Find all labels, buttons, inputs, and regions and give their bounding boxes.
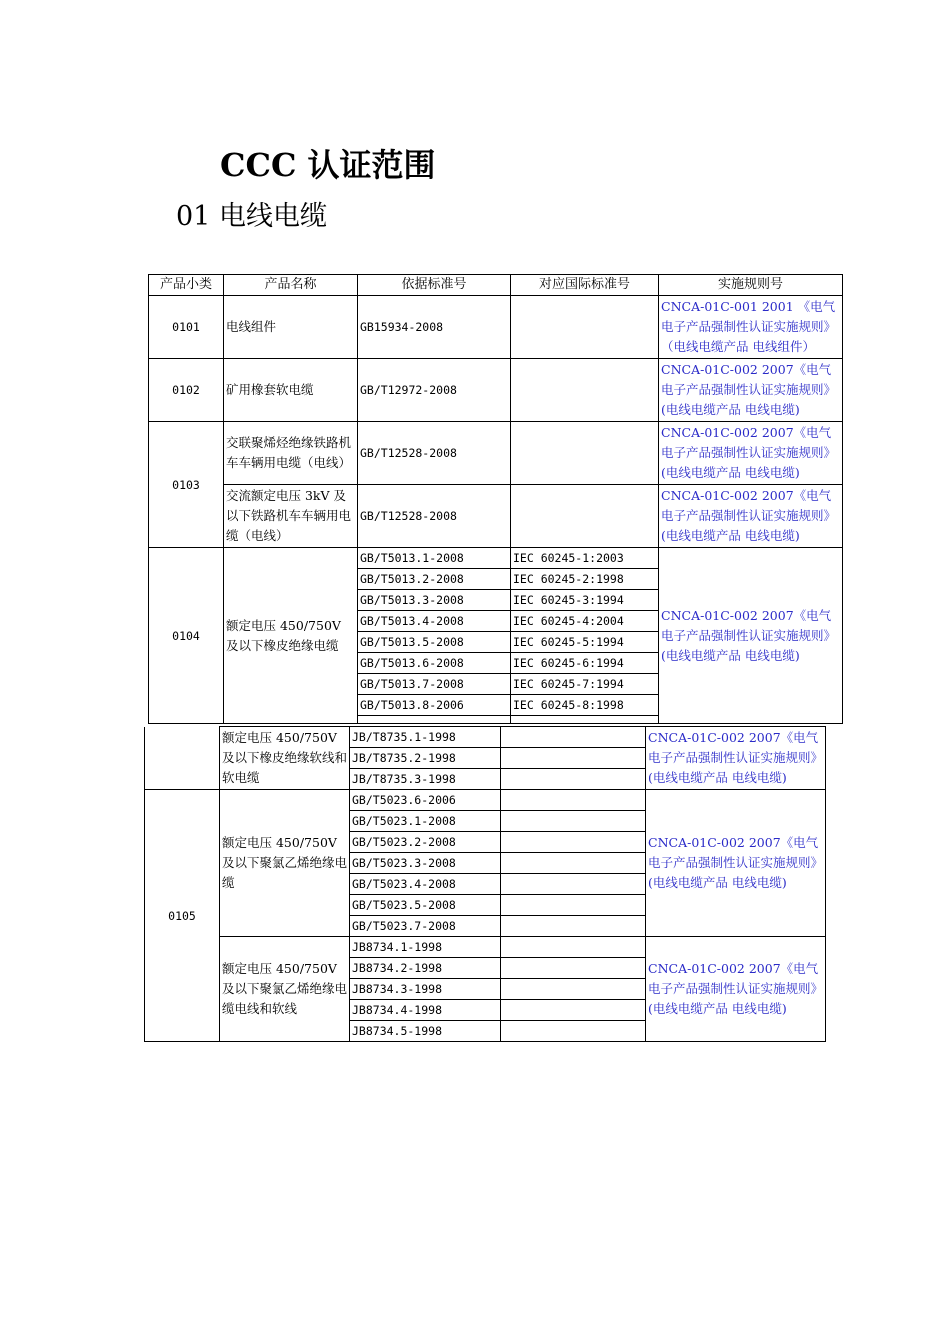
standard-number: GB/T5013.4-2008 [358, 611, 511, 632]
intl-standard-number: IEC 60245-1:2003 [511, 548, 659, 569]
intl-standard-number [501, 748, 646, 769]
standard-number: GB/T12528-2008 [358, 422, 511, 485]
header-subcategory: 产品小类 [149, 275, 224, 296]
standard-number: JB8734.1-1998 [350, 937, 501, 958]
standard-number: GB/T5023.3-2008 [350, 853, 501, 874]
intl-standard-number [501, 790, 646, 811]
table-row [149, 359, 843, 422]
product-name: 额定电压 450/750V 及以下聚氯乙烯绝缘电缆 [220, 790, 350, 937]
intl-standard-number [501, 769, 646, 790]
intl-standard-number: IEC 60245-2:1998 [511, 569, 659, 590]
product-name: 交联聚烯烃绝缘铁路机车车辆用电缆（电线） [224, 422, 358, 485]
intl-standard-number [501, 1000, 646, 1021]
standard-number: GB/T5013.5-2008 [358, 632, 511, 653]
intl-standard-number: IEC 60245-3:1994 [511, 590, 659, 611]
rule-link[interactable]: CNCA-01C-001 2001 《电气电子产品强制性认证实施规则》（电线电缆产品 电线组件） [659, 296, 843, 359]
table-row [149, 296, 843, 359]
intl-standard-number [501, 874, 646, 895]
table-row [149, 548, 843, 569]
certification-table-part-2 [144, 726, 826, 1042]
intl-standard-number [501, 811, 646, 832]
intl-standard-number [511, 422, 659, 485]
standard-number: GB/T12972-2008 [358, 359, 511, 422]
rule-link[interactable]: CNCA-01C-002 2007《电气电子产品强制性认证实施规则》(电线电缆产品 电线电缆) [646, 727, 826, 790]
header-intl-standard: 对应国际标准号 [511, 275, 659, 296]
standard-number: GB/T5023.4-2008 [350, 874, 501, 895]
certification-table-part-1 [148, 274, 843, 724]
standard-number: JB/T8735.3-1998 [350, 769, 501, 790]
intl-standard-number [511, 359, 659, 422]
intl-standard-number [501, 958, 646, 979]
standard-number: JB8734.2-1998 [350, 958, 501, 979]
standard-number: GB/T5013.6-2008 [358, 653, 511, 674]
standard-number: GB/T5013.1-2008 [358, 548, 511, 569]
table-row [149, 485, 843, 548]
standard-number: GB/T5023.1-2008 [350, 811, 501, 832]
standard-number: GB/T5013.7-2008 [358, 674, 511, 695]
standard-number: JB8734.4-1998 [350, 1000, 501, 1021]
intl-standard-number: IEC 60245-8:1998 [511, 695, 659, 716]
rule-link[interactable]: CNCA-01C-002 2007《电气电子产品强制性认证实施规则》(电线电缆产品 电线电缆) [646, 937, 826, 1042]
standard-number: GB/T5013.8-2006 [358, 695, 511, 716]
table-row [149, 422, 843, 485]
intl-standard-number [501, 916, 646, 937]
intl-standard-number [511, 485, 659, 548]
subcategory-code: 0105 [145, 790, 220, 1042]
standard-number-cut [358, 716, 511, 724]
intl-standard-number [501, 1021, 646, 1042]
product-name: 交流额定电压 3kV 及以下铁路机车车辆用电缆（电线） [224, 485, 358, 548]
rule-link[interactable]: CNCA-01C-002 2007《电气电子产品强制性认证实施规则》(电线电缆产品 电线电缆) [659, 485, 843, 548]
header-standard: 依据标准号 [358, 275, 511, 296]
subcategory-code: 0101 [149, 296, 224, 359]
header-product-name: 产品名称 [224, 275, 358, 296]
standard-number: GB/T5023.6-2006 [350, 790, 501, 811]
intl-standard-number [501, 832, 646, 853]
standard-number: GB/T5023.2-2008 [350, 832, 501, 853]
section-title: 01 电线电缆 [176, 201, 327, 232]
table-row [145, 727, 826, 748]
standard-number: GB/T12528-2008 [358, 485, 511, 548]
table-row [145, 790, 826, 811]
product-name: 电线组件 [224, 296, 358, 359]
standard-number: JB8734.3-1998 [350, 979, 501, 1000]
standard-number: GB/T5023.7-2008 [350, 916, 501, 937]
intl-standard-number [501, 727, 646, 748]
standard-number: JB8734.5-1998 [350, 1021, 501, 1042]
standard-number: JB/T8735.1-1998 [350, 727, 501, 748]
subcategory-continued [145, 727, 220, 790]
page-title: CCC 认证范围 [220, 146, 436, 184]
product-name: 额定电压 450/750V 及以下橡皮绝缘电缆 [224, 548, 358, 724]
header-rule: 实施规则号 [659, 275, 843, 296]
rule-link[interactable]: CNCA-01C-002 2007《电气电子产品强制性认证实施规则》(电线电缆产品 电线电缆) [659, 359, 843, 422]
subcategory-code: 0104 [149, 548, 224, 724]
standard-number: GB/T5013.3-2008 [358, 590, 511, 611]
subcategory-code: 0103 [149, 422, 224, 548]
subcategory-code: 0102 [149, 359, 224, 422]
rule-link[interactable]: CNCA-01C-002 2007《电气电子产品强制性认证实施规则》(电线电缆产品 电线电缆) [659, 548, 843, 724]
product-name: 额定电压 450/750V 及以下聚氯乙烯绝缘电缆电线和软线 [220, 937, 350, 1042]
intl-standard-number-cut [511, 716, 659, 724]
intl-standard-number [501, 853, 646, 874]
standard-number: GB/T5023.5-2008 [350, 895, 501, 916]
table-header-row [149, 275, 843, 296]
rule-link[interactable]: CNCA-01C-002 2007《电气电子产品强制性认证实施规则》(电线电缆产品 电线电缆) [646, 790, 826, 937]
product-name: 额定电压 450/750V 及以下橡皮绝缘软线和软电缆 [220, 727, 350, 790]
standard-number: GB/T5013.2-2008 [358, 569, 511, 590]
table-row [145, 937, 826, 958]
intl-standard-number: IEC 60245-4:2004 [511, 611, 659, 632]
rule-link[interactable]: CNCA-01C-002 2007《电气电子产品强制性认证实施规则》(电线电缆产品 电线电缆) [659, 422, 843, 485]
standard-number: GB15934-2008 [358, 296, 511, 359]
intl-standard-number: IEC 60245-7:1994 [511, 674, 659, 695]
intl-standard-number [511, 296, 659, 359]
intl-standard-number: IEC 60245-5:1994 [511, 632, 659, 653]
product-name: 矿用橡套软电缆 [224, 359, 358, 422]
intl-standard-number [501, 937, 646, 958]
intl-standard-number: IEC 60245-6:1994 [511, 653, 659, 674]
intl-standard-number [501, 979, 646, 1000]
intl-standard-number [501, 895, 646, 916]
standard-number: JB/T8735.2-1998 [350, 748, 501, 769]
